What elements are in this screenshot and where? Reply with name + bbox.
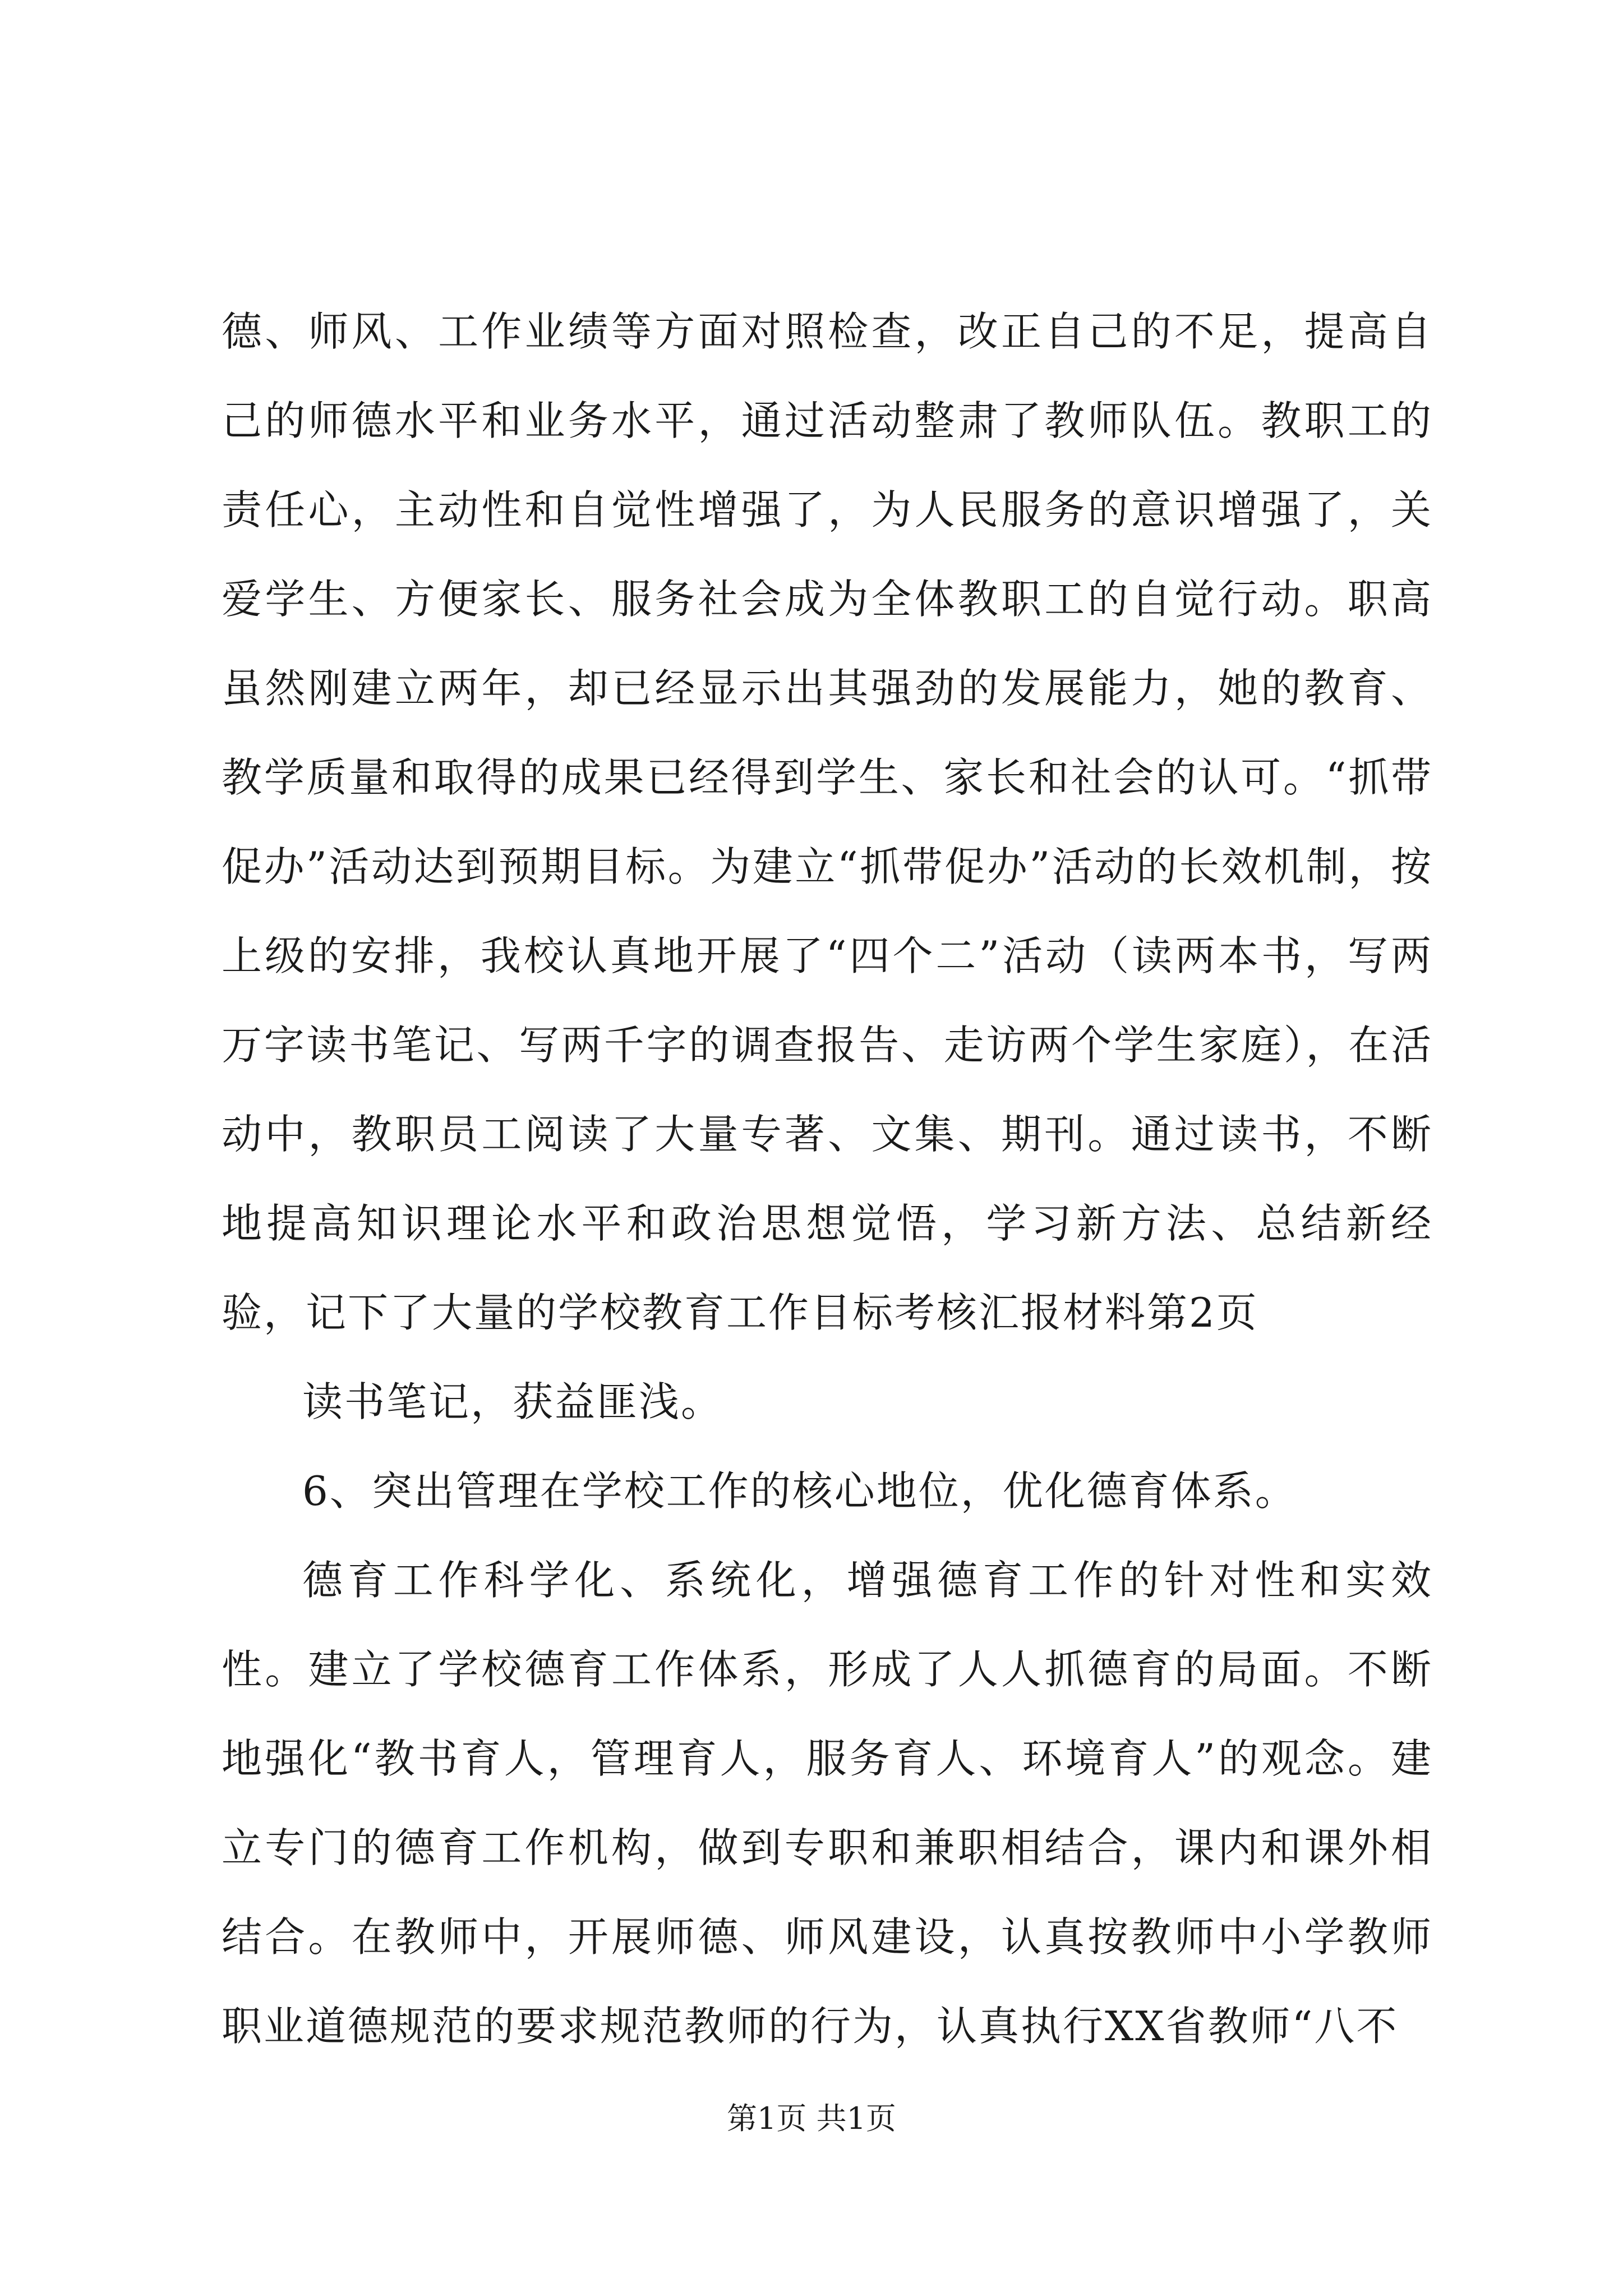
paragraph-reading-notes: 读书笔记，获益匪浅。 bbox=[302, 1378, 723, 1425]
document-body bbox=[222, 287, 1433, 2071]
paragraph-moral-education: 德育工作科学化、系统化，增强德育工作的针对性和实效性。建立了学校德育工作体系，形成了人人抓德育的局面。不断地强化“教书育人，管理育人，服务育人、环境育人”的观念。建立专门的德育工作机构，做到专职和兼职相结合，课内和课外相结合。在教师中，开展师德、师风建设，认真按教师中小学教师职业道德规范的要求规范教师的行为，认真执行XX省教师“八不 bbox=[222, 1557, 1433, 2050]
paragraph-section-heading: 6、突出管理在学校工作的核心地位，优化德育体系。 bbox=[302, 1467, 1297, 1515]
paragraph-continued: 德、师风、工作业绩等方面对照检查，改正自己的不足，提高自己的师德水平和业务水平，通过活动整肃了教师队伍。教职工的责任心，主动性和自觉性增强了，为人民服务的意识增强了，关爱学生、方便家长、服务社会成为全体教职工的自觉行动。职高虽然刚建立两年，却已经显示出其强劲的发展能力，她的教育、教学质量和取得的成果已经得到学生、家长和社会的认可。“抓带促办”活动达到预期目标。为建立“抓带促办”活动的长效机制，按上级的安排，我校认真地开展了“四个二”活动（读两本书，写两万字读书笔记、写两千字的调查报告、走访两个学生家庭），在活动中，教职员工阅读了大量专著、文集、期刊。通过读书，不断地提高知识理论水平和政治思想觉悟，学习新方法、总结新经验，记下了大量的学校教育工作目标考核汇报材料第2页 bbox=[222, 308, 1433, 1336]
page-footer: 第1页 共1页 bbox=[727, 2101, 896, 2136]
